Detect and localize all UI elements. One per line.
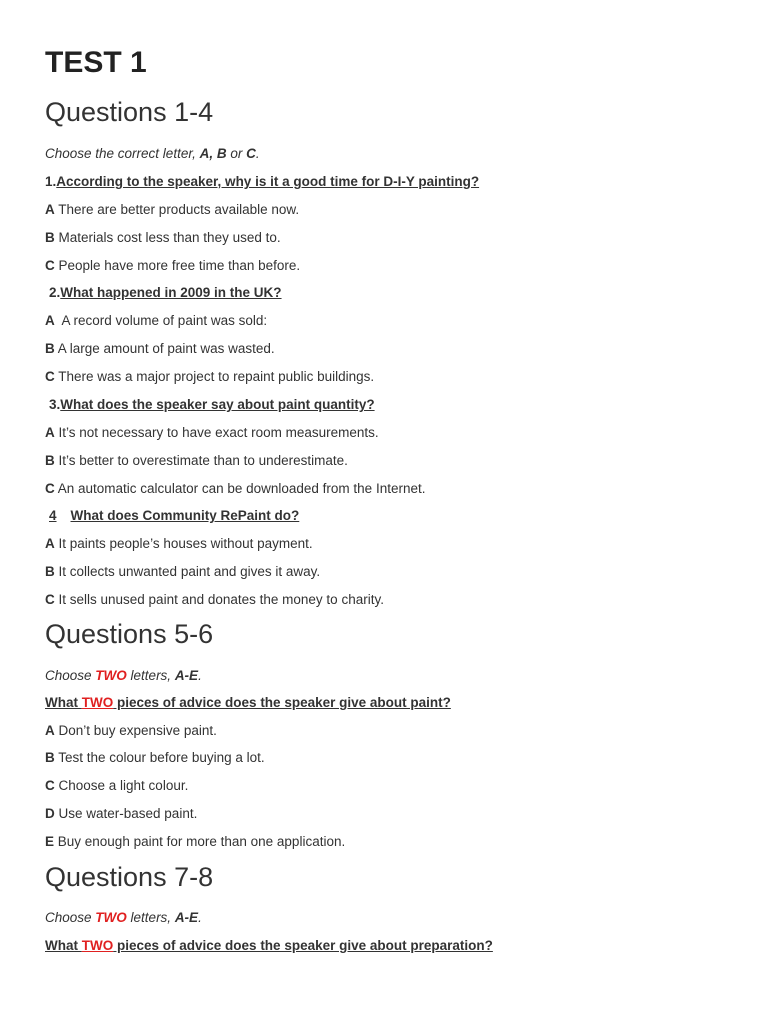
option-5e: E Buy enough paint for more than one application. [45, 834, 346, 849]
instruction-5-6: Choose TWO letters, A-E. [45, 668, 202, 683]
option-1b: B Materials cost less than they used to. [45, 230, 281, 245]
question-4 [49, 508, 299, 523]
option-2b: B A large amount of paint was wasted. [45, 341, 275, 356]
question-5-6: What TWO pieces of advice does the speaker give about paint? [45, 695, 451, 710]
section-heading-1-4: Questions 1-4 [45, 97, 214, 127]
question-2 [49, 285, 282, 300]
question-text: What happened in 2009 in the UK? [60, 285, 282, 300]
option-4b: B It collects unwanted paint and gives it away. [45, 564, 321, 579]
question-text: What does the speaker say about paint quantity? [60, 397, 375, 412]
page-title: TEST 1 [45, 46, 147, 79]
question-number: 2. [49, 285, 61, 300]
option-1a: A There are better products available now. [45, 202, 300, 217]
question-1 [45, 174, 479, 189]
option-2c: C There was a major project to repaint public buildings. [45, 369, 375, 384]
option-1c: C People have more free time than before. [45, 258, 301, 273]
question-number: 1. [45, 174, 57, 189]
option-5a: A Don’t buy expensive paint. [45, 723, 217, 738]
option-3b: B It’s better to overestimate than to underestimate. [45, 453, 348, 468]
instruction-7-8: Choose TWO letters, A-E. [45, 910, 202, 925]
option-5c: C Choose a light colour. [45, 778, 189, 793]
question-7-8: What TWO pieces of advice does the speaker give about preparation? [45, 938, 493, 953]
option-5b: B Test the colour before buying a lot. [45, 750, 265, 765]
question-number: 4 [49, 508, 57, 523]
option-4c: C It sells unused paint and donates the money to charity. [45, 592, 384, 607]
question-3 [49, 397, 375, 412]
option-3c: C An automatic calculator can be downloaded from the Internet. [45, 481, 426, 496]
instruction-1-4: Choose the correct letter, A, B or C. [45, 146, 260, 161]
option-5d: D Use water-based paint. [45, 806, 198, 821]
question-number: 3. [49, 397, 61, 412]
option-4a: A It paints people’s houses without payment. [45, 536, 313, 551]
option-3a: A It’s not necessary to have exact room measurements. [45, 425, 379, 440]
section-heading-7-8: Questions 7-8 [45, 862, 214, 892]
question-text: According to the speaker, why is it a good time for D-I-Y painting? [56, 174, 480, 189]
option-2a: A A record volume of paint was sold: [45, 313, 268, 328]
section-heading-5-6: Questions 5-6 [45, 619, 214, 649]
question-text: What does Community RePaint do? [70, 508, 300, 523]
